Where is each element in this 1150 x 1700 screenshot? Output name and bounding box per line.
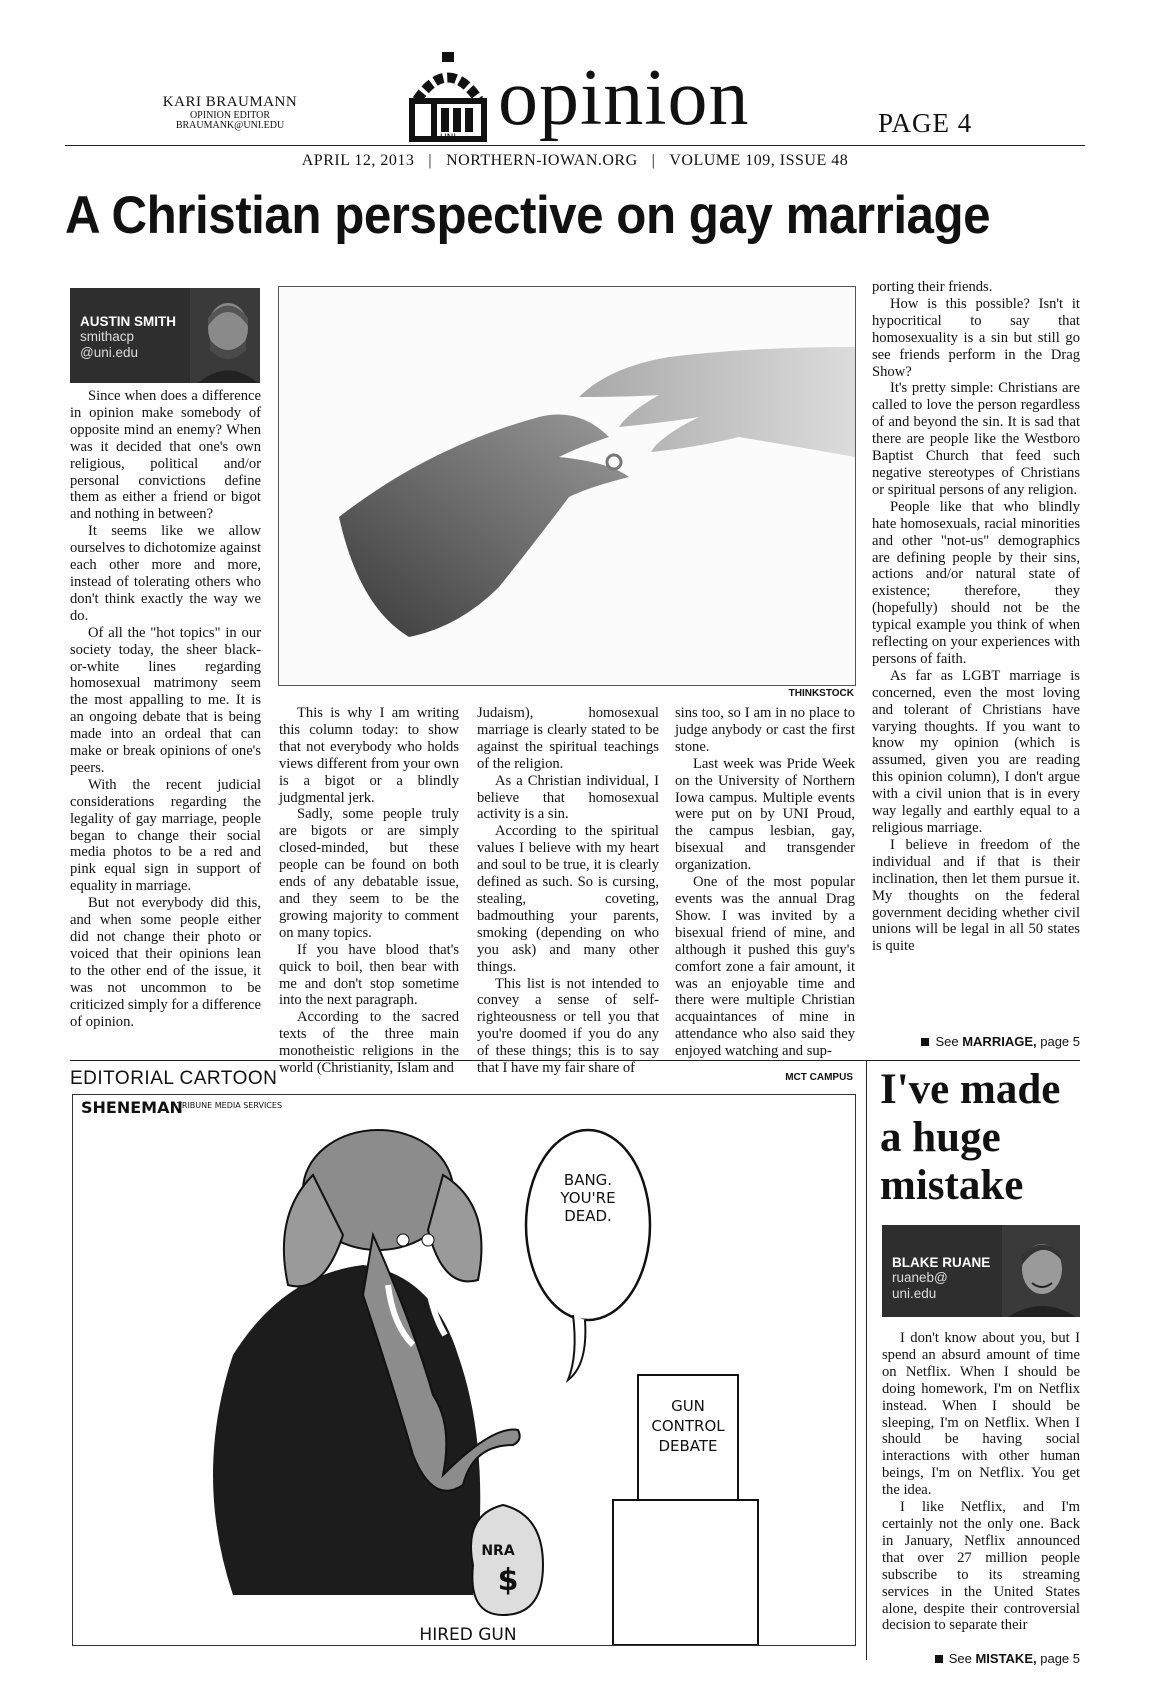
website-link[interactable]: NORTHERN-IOWAN.ORG	[446, 152, 638, 169]
side-headline: I've made a huge mistake	[880, 1066, 1061, 1209]
cartoon-credit: MCT CAMPUS	[785, 1072, 853, 1083]
article-column-2: This is why I am writing this column today: to show that not everybody who holds views different from your own is a bigot or a blindly judgmental jerk. Sadly, some people truly are bigots or are simply closed-minded, but these people can be found on both ends of any debatable issue, and they seem to be the growing majority to comment on many topics. If you have blood that's quick to boil, then bear with me and don't stop sometime into the next paragraph. According to the sacred texts of the three main monotheistic religions in the world (Christianity, Islam and	[279, 705, 459, 1077]
article-photo-hands	[278, 286, 856, 686]
side-article-body: I don't know about you, but I spend an absurd amount of time on Netflix. When I should be doing homework, I'm on Netflix instead. When I should be sleeping, I'm on Netflix. When I should be having social interactions with other human beings, I'm on Netflix. You get the idea. I like Netflix, and I'm certainly not the only one. Back in January, Netflix announced that over 27 million people subscribe to its streaming services in the United States alone, despite their controversial decision to separate their	[882, 1330, 1080, 1634]
article-column-4: sins too, so I am in no place to judge anybody or cast the first stone. Last week was Pride Week on the University of Northern Iowa campus. Multiple events were put on by UNI Proud, the campus lesbian, gay, bisexual and transgender organization. One of the most popular events was the annual Drag Show. I was invited by a bisexual friend of mine, and although it pushed this guy's comfort zone a fair amount, it was an enjoyable time and there were multiple Christian acquaintances of mine in attendance who also said they enjoyed watching and sup-	[675, 705, 855, 1060]
speech-line-1: BANG.	[563, 1171, 613, 1189]
author-email-1: smithacp	[80, 329, 135, 344]
sign-line-2: CONTROL	[651, 1417, 725, 1435]
sidebar-divider	[866, 1060, 867, 1660]
jump-mistake[interactable]: See MISTAKE, page 5	[880, 1651, 1080, 1666]
sign-line-3: DEBATE	[658, 1437, 718, 1455]
editor-title: OPINION EDITOR	[189, 109, 271, 121]
article-column-3: Judaism), homosexual marriage is clearly stated to be against the spiritual teachings of the religion. As a Christian individual, I believe that homosexual activity is a sin. According to the spiritual values I believe with my heart and soul to be true, it is clearly defined as such. So is cursing, stealing, coveting, badmouthing your parents, smoking (depending on who you ask) and many other things. This list is not intended to convey a sense of self-righteousness or tell you that you're doomed if you do any of these things; this is to say that I have my fair share of	[477, 705, 659, 1077]
cartoon-label: EDITORIAL CARTOON	[70, 1068, 278, 1089]
cartoon-caption: HIRED GUN	[419, 1625, 517, 1645]
author-name: AUSTIN SMITH	[80, 314, 176, 329]
side-author-email-1: ruaneb@	[892, 1270, 948, 1285]
article-column-5: porting their friends. How is this possible? Isn't it hypocritical to say that homosexuality is a sin but still go see friends perform in the Drag Show? It's pretty simple: Christians are called to love the person regardless of and beyond the sin. It is sad that there are people like the Westboro Baptist Church that feed such negative stereotypes of Christians or spiritual persons of any religion. People like that who blindly hate homosexuals, racial minorities and other "not-us" demographics are defining people by their sins, actions and/or natural state of existence; therefore, they (hopefully) should not be the typical example you think of when reflecting on your experiences with persons of faith. As far as LGBT marriage is concerned, even the most loving and tolerant of Christians have varying thoughts. If you want to know my opinion (which is assumed, given you are reading this opinion column), I don't argue with a civil union that is in every way legally and earthly equal to a religious marriage. I believe in freedom of the individual and if that is their inclination, then let them pursue it. My thoughts on the federal government deciding whether civil unions will be legal in all 50 states is quite	[872, 279, 1080, 955]
cartoon-syndicate: TRIBUNE MEDIA SERVICES	[177, 1101, 283, 1110]
side-author-name: BLAKE RUANE	[892, 1255, 991, 1270]
hands-ring-illustration	[279, 287, 855, 685]
cartoon-artist: SHENEMAN	[81, 1098, 183, 1117]
side-author-photo	[1002, 1225, 1080, 1317]
bag-symbol: $	[497, 1563, 519, 1598]
sign-line-1: GUN	[671, 1397, 705, 1415]
author-photo	[190, 288, 260, 383]
cartoon-drawing	[73, 1095, 855, 1645]
uni-logo	[403, 50, 493, 144]
bag-label: NRA	[481, 1543, 515, 1559]
jump-marriage[interactable]: See MARRIAGE, page 5	[900, 1034, 1080, 1049]
bullet-square-icon	[921, 1038, 929, 1046]
masthead-rule	[65, 145, 1085, 146]
issue-date: APRIL 12, 2013	[301, 152, 415, 169]
opinion-editor-block	[150, 95, 310, 132]
editorial-cartoon	[72, 1094, 856, 1646]
section-divider	[70, 1060, 1080, 1061]
money-bag	[471, 1505, 543, 1615]
bullet-square-icon	[935, 1655, 943, 1663]
dateline: APRIL 12, 2013 | NORTHERN-IOWAN.ORG | VOLUME 109, ISSUE 48	[301, 152, 849, 169]
speech-line-3: DEAD.	[564, 1207, 612, 1225]
section-title: opinion	[498, 54, 750, 142]
main-headline: A Christian perspective on gay marriage	[65, 186, 991, 245]
author-byline-blake	[882, 1225, 1080, 1317]
page-number: PAGE 4	[878, 108, 973, 138]
side-author-email-2: uni.edu	[892, 1285, 937, 1301]
photo-credit: THINKSTOCK	[788, 688, 854, 699]
volume-issue: VOLUME 109, ISSUE 48	[669, 152, 849, 169]
podium	[613, 1500, 758, 1645]
speech-line-2: YOU'RE	[560, 1189, 616, 1207]
editor-email[interactable]: BRAUMANK@UNI.EDU	[175, 120, 285, 132]
author-byline-austin	[70, 288, 260, 383]
editor-name: KARI BRAUMANN	[162, 94, 298, 110]
speech-bubble	[526, 1130, 650, 1320]
article-column-1: Since when does a difference in opinion make somebody of opposite mind an enemy? When was it decided that one's own religious, political and/or personal convictions define them as either a friend or bigot and nothing in between? It seems like we allow ourselves to dichotomize against each other more and more, instead of tolerating others who don't think exactly the way we do. Of all the "hot topics" in our society today, the sheer black-or-white lines regarding homosexual matrimony seem the most appalling to me. It is an ongoing debate that is being made into an ordeal that can make or break opinions of one's peers. With the recent judicial considerations regarding the legality of gay marriage, people began to change their social media photos to be a red and pink equal sign in support of equality in marriage. But not everybody did this, and when some people either did not change their photo or voiced that their opinions lean to the other end of the issue, it was not uncommon to be criticized simply for a difference of opinion.	[70, 388, 261, 1030]
author-email-2: @uni.edu	[80, 344, 138, 360]
logo-text: UNI	[440, 133, 456, 143]
